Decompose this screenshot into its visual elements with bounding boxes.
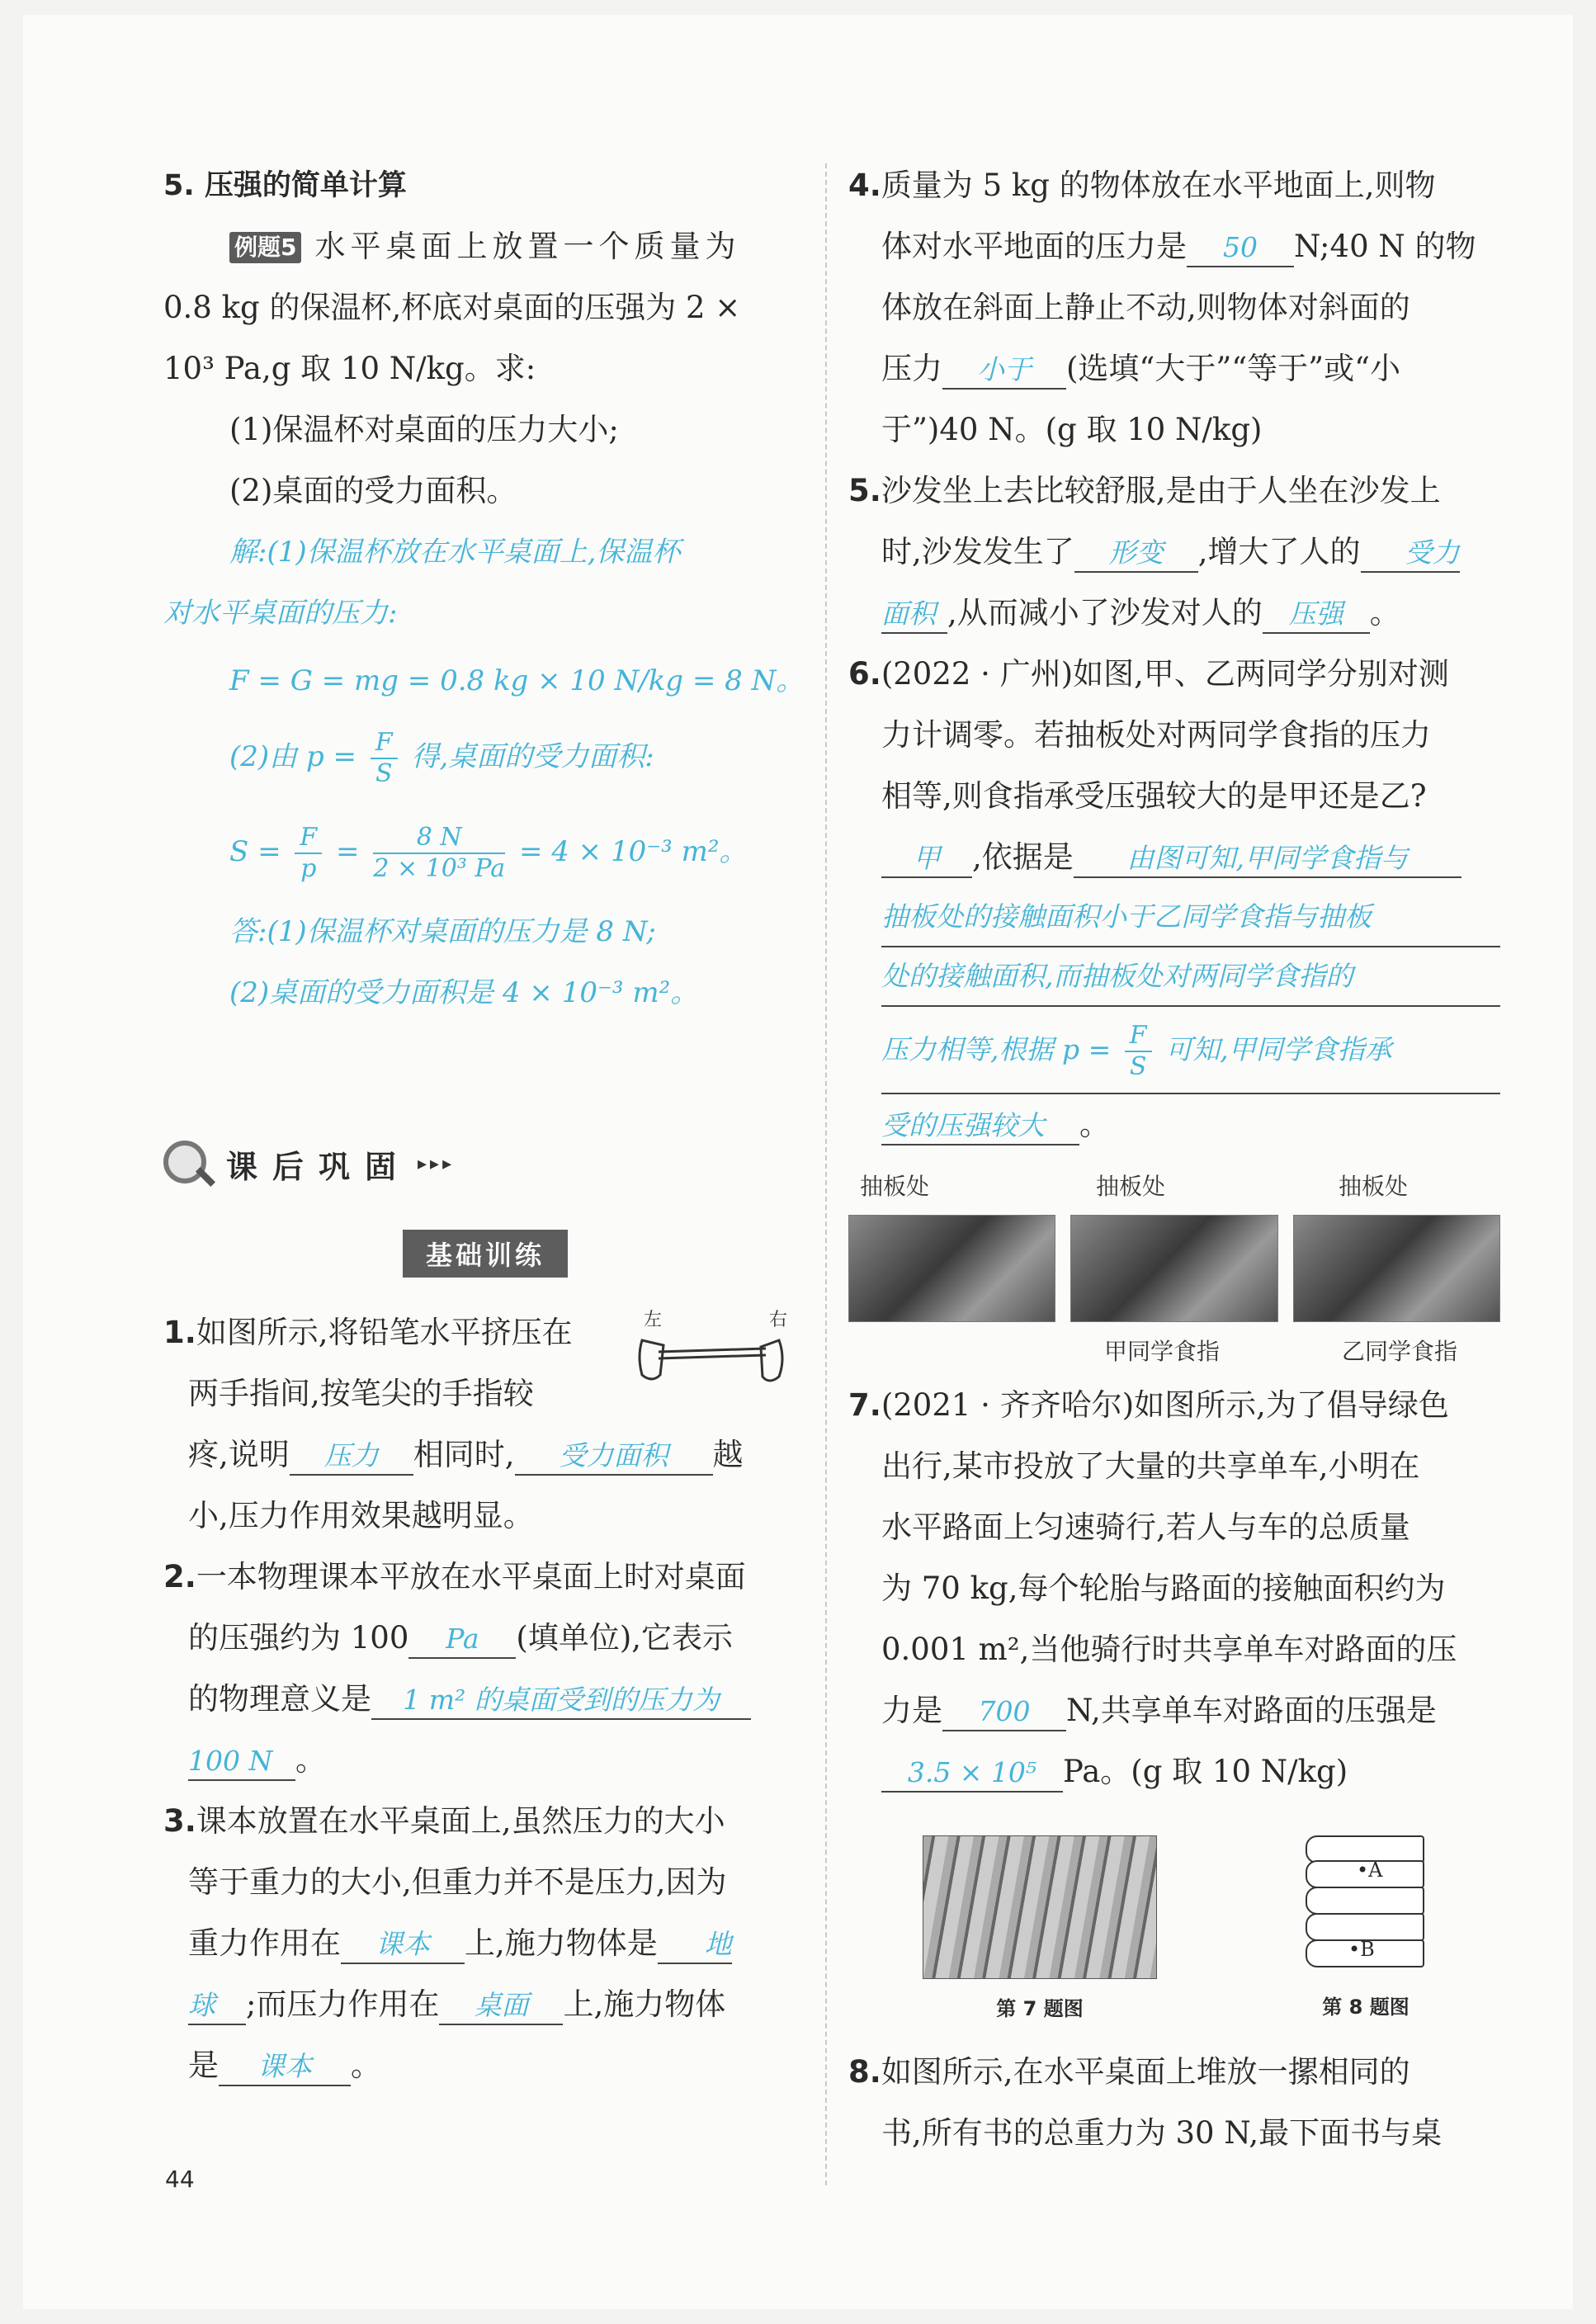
solution-text: = 4 × 10⁻³ m²。: [518, 835, 748, 868]
p7-line-5: 0.001 m²,当他骑行时共享单车对路面的压: [881, 1632, 1457, 1667]
p3-answer-blank-4: 课本: [219, 2048, 351, 2086]
figure-7-caption: 第 7 题图: [996, 1997, 1084, 2020]
p5-text: 时,沙发发生了: [881, 534, 1074, 569]
book: [1306, 1913, 1424, 1941]
photo-label-1: 抽板处: [860, 1173, 930, 1200]
problem-number: 4.: [848, 168, 881, 203]
p6-line-3: 相等,则食指承受压强较大的是甲还是乙?: [881, 778, 1427, 814]
p3-answer-blank-2-cont: 球: [188, 1987, 246, 2025]
photo-dynamometer: [848, 1215, 1055, 1322]
p2-text: 一本物理课本平放在水平桌面上时对桌面: [196, 1559, 746, 1594]
p4-text: 压力: [881, 351, 942, 386]
example-line-2: 0.8 kg 的保温杯,杯底对桌面的压强为 2 ×: [163, 290, 741, 325]
p3-line-1: [163, 1791, 807, 1852]
p1-text: 越: [712, 1437, 744, 1472]
photo-label-2: 抽板处: [1096, 1173, 1166, 1200]
p6-answer-line-3: 处的接触面积,而抽板处对两同学食指的: [881, 947, 1500, 1007]
denominator: 2 × 10³ Pa: [373, 854, 506, 883]
p5-line-3: [848, 583, 1500, 644]
p6-answer-text: 受的压强较大: [881, 1108, 1079, 1145]
p6-answer-blank-2: 由图可知,甲同学食指与: [1074, 840, 1461, 878]
problem-number: 6.: [848, 656, 881, 692]
p8-line-1: [848, 2042, 1500, 2103]
p3-text: 上,施力物体: [563, 1986, 726, 2022]
p7-line-1: [848, 1375, 1500, 1436]
book: [1306, 1887, 1424, 1915]
p1-line-2: 两手指间,按笔尖的手指较: [188, 1376, 534, 1411]
arrows-icon: ▸▸▸: [418, 1153, 456, 1174]
magnifier-icon: [163, 1141, 210, 1187]
problem-number: 8.: [848, 2054, 881, 2090]
example-line-3: 10³ Pa,g 取 10 N/kg。求:: [163, 351, 536, 386]
p1-text: 相同时,: [413, 1437, 515, 1472]
p3-text: 课本放置在水平桌面上,虽然压力的大小: [196, 1803, 725, 1839]
problem-number: 2.: [163, 1559, 196, 1594]
p5-answer-blank-2: 受力: [1361, 535, 1460, 573]
example-text: 水平桌面上放置一个质量为: [314, 229, 741, 264]
problem-7: [848, 1375, 1500, 2042]
p6-answer-line-2: 抽板处的接触面积小于乙同学食指与抽板: [881, 888, 1500, 947]
p7-text: 力是: [881, 1693, 942, 1728]
numerator: F: [1125, 1021, 1152, 1052]
pencil-left-label: 左: [644, 1310, 663, 1330]
column-divider: [825, 163, 827, 2185]
p4-text: N;40 N 的物: [1294, 229, 1476, 264]
photo-finger-a: [1070, 1215, 1277, 1322]
figure-8: [1306, 1835, 1426, 2042]
p3-line-5: [163, 2035, 807, 2096]
p6-text: ,依据是: [972, 839, 1074, 875]
pencil-right-label: 右: [769, 1310, 788, 1330]
p4-line-5: 于”)40 N。(g 取 10 N/kg): [881, 412, 1263, 447]
p7-line-6: [848, 1680, 1500, 1741]
p3-answer-blank-2: 地: [658, 1926, 732, 1964]
p5-answer-blank-1: 形变: [1074, 535, 1198, 573]
p1-answer-blank-2: 受力面积: [515, 1438, 713, 1476]
subhead-wrap: [163, 1230, 807, 1278]
p1-text: 如图所示,将铅笔水平挤压在: [196, 1315, 573, 1350]
solution-text: (2)由 p =: [229, 740, 357, 773]
denominator: S: [375, 759, 393, 788]
problem-4: [848, 155, 1500, 461]
p5-text: ,增大了人的: [1197, 534, 1361, 569]
point-b-label: •B: [1348, 1938, 1375, 1961]
point-a-label: •A: [1357, 1859, 1383, 1882]
p5-answer-blank-3: 压强: [1263, 596, 1370, 634]
p3-text: 上,施力物体是: [465, 1925, 658, 1961]
p2-text: 的压强约为 100: [188, 1620, 409, 1656]
p5-text: ,从而减小了沙发对人的: [947, 595, 1263, 631]
numerator: 8 N: [373, 823, 505, 854]
p7-line-4: 为 70 kg,每个轮胎与路面的接触面积约为: [881, 1571, 1446, 1606]
problem-number: 5.: [848, 473, 881, 508]
p2-answer-blank-2: 1 m² 的桌面受到的压力为: [371, 1682, 751, 1720]
denominator: p: [300, 854, 317, 883]
figure-7: [923, 1835, 1157, 2042]
p2-text: 的物理意义是: [188, 1681, 371, 1717]
p6-line-2: 力计调零。若抽板处对两同学食指的压力: [881, 717, 1431, 753]
p4-line-3: 体放在斜面上静止不动,则物体对斜面的: [881, 290, 1410, 325]
fraction-f-over-s: [371, 728, 398, 789]
p4-text: 质量为 5 kg 的物体放在水平地面上,则物: [881, 168, 1436, 203]
subhead-basic-training: 基础训练: [403, 1230, 568, 1278]
section-header: [163, 1131, 807, 1197]
p7-line-3: 水平路面上匀速骑行,若人与车的总质量: [881, 1509, 1410, 1545]
problem-2: [163, 1547, 807, 1791]
problem-number: 7.: [848, 1387, 881, 1423]
book: [1306, 1860, 1424, 1888]
right-column: [848, 155, 1500, 2164]
example-line-1: [163, 216, 807, 277]
p7-line-7: [848, 1741, 1500, 1802]
p7-line-2: 出行,某市投放了大量的共享单车,小明在: [881, 1448, 1420, 1484]
p3-line-4: [163, 1974, 807, 2035]
p7-text: N,共享单车对路面的压强是: [1066, 1693, 1437, 1728]
p3-line-3: [163, 1913, 807, 1974]
fraction-8n: [373, 823, 505, 884]
p4-text: 体对水平地面的压力是: [881, 229, 1187, 264]
workbook-page: [23, 15, 1573, 2309]
p5-text: 。: [1369, 595, 1400, 631]
section-5-title: 5. 压强的简单计算: [163, 169, 407, 202]
p7-answer-blank-1: 700: [942, 1693, 1066, 1731]
p3-text: ;而压力作用在: [246, 1986, 440, 2022]
p4-line-2: [848, 216, 1500, 277]
solution-line-4: [163, 711, 807, 802]
p4-text: (选填“大于”“等于”或“小: [1066, 351, 1401, 386]
p2-text: (填单位),它表示: [516, 1620, 734, 1656]
section-title: 课后巩固: [226, 1148, 412, 1185]
p1-line-3: [163, 1424, 807, 1486]
p8-text: 如图所示,在水平桌面上堆放一摞相同的: [881, 2054, 1410, 2090]
p3-text: 是: [188, 2048, 219, 2083]
p1-answer-blank-1: 压力: [290, 1438, 413, 1476]
photo-caption-a: 甲同学食指: [1104, 1338, 1221, 1365]
p4-answer-blank-1: 50: [1187, 229, 1294, 267]
p3-answer-blank-3: 桌面: [439, 1987, 563, 2025]
fraction-f-over-p: [295, 823, 322, 884]
left-column: [163, 155, 807, 2096]
p5-line-2: [848, 522, 1500, 583]
p7-answer-blank-2: 3.5 × 10⁵: [881, 1755, 1063, 1793]
p2-answer-blank-1: Pa: [408, 1621, 516, 1659]
p3-text: 。: [351, 2048, 381, 2083]
p5-answer-blank-2-cont: 面积: [881, 596, 947, 634]
p2-answer-blank-2-cont: 100 N: [188, 1743, 295, 1781]
p8-line-2: 书,所有书的总重力为 30 N,最下面书与桌: [881, 2115, 1443, 2151]
p2-line-2: [163, 1608, 807, 1669]
answer-line-1: 答:(1)保温杯对桌面的压力是 8 N;: [229, 915, 656, 948]
figures-7-8: [848, 1835, 1500, 2042]
p6-text: (2022 · 广州)如图,甲、乙两同学分别对测: [881, 656, 1449, 692]
problem-number: 1.: [163, 1315, 196, 1350]
p1-line-4: 小,压力作用效果越明显。: [188, 1498, 534, 1533]
question-2: (2)桌面的受力面积。: [229, 473, 517, 508]
photo-label-3: 抽板处: [1339, 1173, 1409, 1200]
answer-line-2: (2)桌面的受力面积是 4 × 10⁻³ m²。: [229, 976, 699, 1009]
photo-caption-b: 乙同学食指: [1342, 1338, 1458, 1365]
p7-text: Pa。(g 取 10 N/kg): [1063, 1754, 1348, 1789]
solution-line-3: F = G = mg = 0.8 kg × 10 N/kg = 8 N。: [229, 664, 805, 697]
p6-line-4: [848, 827, 1500, 888]
p6-answer-line-4: [881, 1007, 1500, 1094]
p6-answer-line-5: [848, 1094, 1500, 1155]
problem-number: 3.: [163, 1803, 196, 1839]
solution-line-1: 解:(1)保温杯放在水平桌面上,保温杯: [229, 536, 681, 569]
p3-line-2: 等于重力的大小,但重力并不是压力,因为: [188, 1864, 727, 1900]
pencil-fingers-figure: [634, 1307, 791, 1406]
solution-line-5: [163, 802, 807, 901]
p2-line-3: [163, 1669, 807, 1730]
solution-text: S =: [229, 835, 281, 868]
p5-line-1: [848, 461, 1500, 522]
p6-answer-text: 可知,甲同学食指承: [1165, 1033, 1392, 1065]
p6-photos: [848, 1169, 1500, 1375]
fraction-f-over-s: [1125, 1021, 1152, 1082]
p2-line-4: [163, 1730, 807, 1791]
equals-sign: =: [336, 835, 360, 868]
solution-line-2: 对水平桌面的压力:: [163, 597, 398, 630]
book: [1306, 1939, 1424, 1967]
book-stack-figure: [1306, 1835, 1426, 1977]
numerator: F: [371, 728, 398, 759]
problem-6: [848, 644, 1500, 1375]
problem-3: [163, 1791, 807, 2096]
numerator: F: [295, 823, 322, 854]
p6-line-1: [848, 644, 1500, 705]
p6-text: 。: [1079, 1107, 1110, 1142]
problem-1: [163, 1302, 807, 1547]
page-number: 44: [165, 2166, 195, 2193]
p4-line-1: [848, 155, 1500, 216]
p6-answer-text: 压力相等,根据 p =: [881, 1033, 1112, 1065]
p2-text: 。: [295, 1742, 326, 1778]
figure-8-caption: 第 8 题图: [1322, 1996, 1409, 2019]
p3-answer-blank-1: 课本: [341, 1926, 465, 1964]
p4-line-4: [848, 338, 1500, 399]
p5-text: 沙发坐上去比较舒服,是由于人坐在沙发上: [881, 473, 1441, 508]
problem-5: [848, 461, 1500, 644]
p7-text: (2021 · 齐齐哈尔)如图所示,为了倡导绿色: [881, 1387, 1449, 1423]
denominator: S: [1129, 1052, 1147, 1081]
p3-text: 重力作用在: [188, 1925, 341, 1961]
example-badge: 例题5: [229, 232, 301, 263]
shared-bikes-photo: [923, 1835, 1157, 1979]
photo-finger-b: [1293, 1215, 1500, 1322]
solution-text: 得,桌面的受力面积:: [411, 740, 654, 773]
p6-answer-blank-1: 甲: [881, 840, 972, 878]
question-1: (1)保温杯对桌面的压力大小;: [229, 412, 619, 447]
p2-line-1: [163, 1547, 807, 1608]
p1-text: 疼,说明: [188, 1437, 290, 1472]
p4-answer-blank-2: 小于: [942, 352, 1066, 390]
problem-8: [848, 2042, 1500, 2164]
